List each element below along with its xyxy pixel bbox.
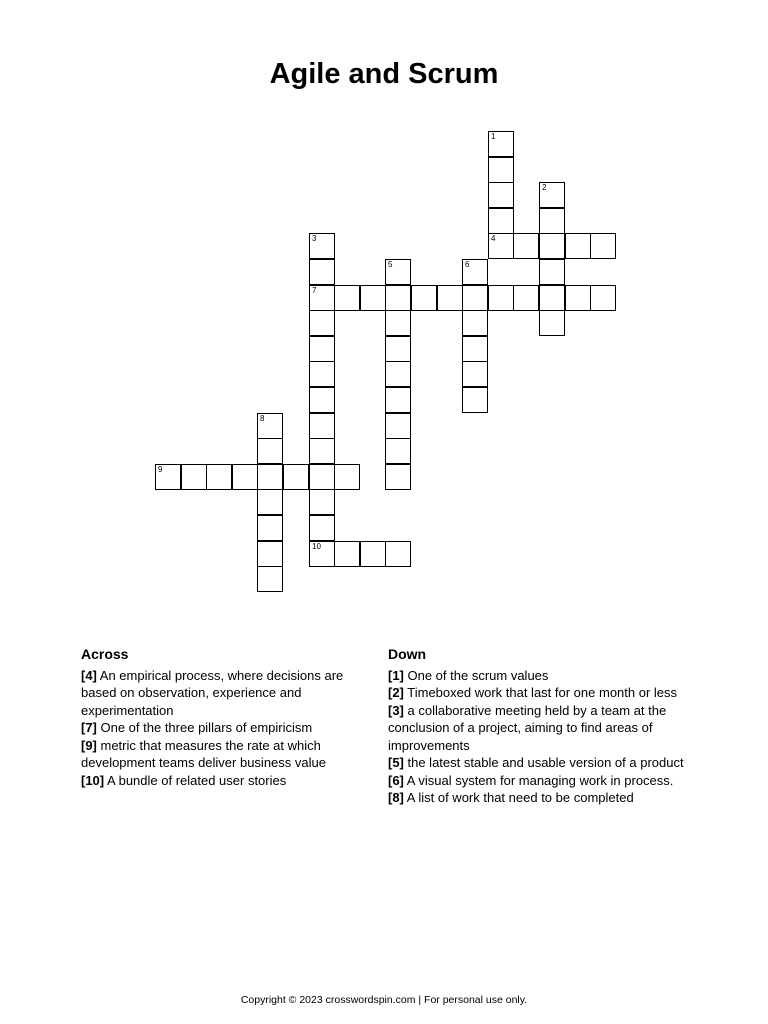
grid-cell[interactable] <box>462 310 488 336</box>
clue-item-text: A bundle of related user stories <box>104 772 287 788</box>
grid-cell[interactable] <box>309 361 335 387</box>
grid-cell[interactable] <box>360 541 386 567</box>
grid-cell[interactable] <box>385 438 411 464</box>
clue-item-number: [4] <box>81 667 97 683</box>
grid-cell[interactable] <box>257 413 283 439</box>
clue-item-text: A list of work that need to be completed <box>403 790 634 805</box>
grid-cell[interactable] <box>462 336 488 362</box>
across-heading: Across <box>81 646 129 662</box>
grid-cell[interactable] <box>462 285 488 311</box>
grid-cell[interactable] <box>257 541 283 567</box>
grid-cell[interactable] <box>385 285 411 311</box>
clue-item-text: An empirical process, where decisions are based on observation, experience and experimentation <box>81 667 344 718</box>
clue-item-text: the latest stable and usable version of a product <box>403 755 684 770</box>
grid-cell[interactable] <box>257 464 283 490</box>
clue-item <box>81 719 366 737</box>
grid-cell[interactable] <box>309 310 335 336</box>
clue-number: 2 <box>542 183 547 192</box>
grid-cell[interactable] <box>334 541 360 567</box>
grid-cell[interactable] <box>590 233 616 259</box>
clue-number: 8 <box>260 414 265 423</box>
clue-number: 7 <box>312 286 317 295</box>
clue-item <box>388 772 698 790</box>
grid-cell[interactable] <box>257 489 283 515</box>
grid-cell[interactable] <box>539 259 565 285</box>
grid-cell[interactable] <box>309 489 335 515</box>
clue-number: 10 <box>312 542 321 551</box>
grid-cell[interactable] <box>309 233 335 259</box>
grid-cell[interactable] <box>309 541 335 567</box>
grid-cell[interactable] <box>462 361 488 387</box>
grid-cell[interactable] <box>488 182 514 208</box>
grid-cell[interactable] <box>385 387 411 413</box>
clue-item-text: Timeboxed work that last for one month or less <box>403 685 678 700</box>
clue-item <box>81 737 366 772</box>
grid-cell[interactable] <box>309 387 335 413</box>
grid-cell[interactable] <box>565 233 591 259</box>
grid-cell[interactable] <box>257 438 283 464</box>
grid-cell[interactable] <box>462 387 488 413</box>
grid-cell[interactable] <box>565 285 591 311</box>
grid-cell[interactable] <box>488 285 514 311</box>
grid-cell[interactable] <box>309 259 335 285</box>
grid-cell[interactable] <box>206 464 232 490</box>
grid-cell[interactable] <box>309 336 335 362</box>
grid-cell[interactable] <box>385 541 411 567</box>
grid-cell[interactable] <box>539 233 565 259</box>
grid-cell[interactable] <box>385 464 411 490</box>
clue-number: 6 <box>465 260 470 269</box>
grid-cell[interactable] <box>437 285 463 311</box>
grid-cell[interactable] <box>513 233 539 259</box>
grid-cell[interactable] <box>181 464 207 490</box>
grid-cell[interactable] <box>488 131 514 157</box>
grid-cell[interactable] <box>539 285 565 311</box>
clue-item <box>388 684 698 702</box>
down-heading: Down <box>388 646 427 662</box>
clue-number: 3 <box>312 234 317 243</box>
clue-item-text: A visual system for managing work in process. <box>403 772 674 788</box>
clue-item-text: One of the three pillars of empiricism <box>96 720 313 735</box>
grid-cell[interactable] <box>232 464 258 490</box>
grid-cell[interactable] <box>590 285 616 311</box>
clue-item-number: [8] <box>388 790 404 805</box>
grid-cell[interactable] <box>539 182 565 208</box>
grid-cell[interactable] <box>385 413 411 439</box>
grid-cell[interactable] <box>488 233 514 259</box>
grid-cell[interactable] <box>539 310 565 336</box>
grid-cell[interactable] <box>309 438 335 464</box>
grid-cell[interactable] <box>539 208 565 234</box>
grid-cell[interactable] <box>385 310 411 336</box>
clue-item <box>81 667 366 720</box>
grid-cell[interactable] <box>334 285 360 311</box>
grid-cell[interactable] <box>257 515 283 541</box>
clue-item-number: [10] <box>81 772 105 788</box>
grid-cell[interactable] <box>462 259 488 285</box>
grid-cell[interactable] <box>309 285 335 311</box>
clue-item-number: [2] <box>388 685 404 700</box>
grid-cell[interactable] <box>309 464 335 490</box>
clue-number: 5 <box>388 260 393 269</box>
clue-item-number: [5] <box>388 755 404 770</box>
grid-cell[interactable] <box>257 566 283 592</box>
clue-item-text: a collaborative meeting held by a team at the conclusion of a project, aiming to find areas of improvements <box>388 702 667 753</box>
grid-cell[interactable] <box>385 259 411 285</box>
clue-item-number: [6] <box>388 772 404 788</box>
clue-number: 9 <box>158 465 163 474</box>
grid-cell[interactable] <box>155 464 181 490</box>
grid-cell[interactable] <box>385 361 411 387</box>
clue-item <box>388 702 698 755</box>
grid-cell[interactable] <box>411 285 437 311</box>
clue-item <box>388 754 698 772</box>
clue-item-text: One of the scrum values <box>403 667 549 683</box>
grid-cell[interactable] <box>334 464 360 490</box>
grid-cell[interactable] <box>488 157 514 183</box>
grid-cell[interactable] <box>360 285 386 311</box>
grid-cell[interactable] <box>309 515 335 541</box>
across-clues <box>81 646 366 789</box>
page-title: Agile and Scrum <box>269 58 499 90</box>
clue-item-number: [7] <box>81 720 97 735</box>
clue-item-number: [1] <box>388 667 404 683</box>
grid-cell[interactable] <box>385 336 411 362</box>
grid-cell[interactable] <box>309 413 335 439</box>
clue-number: 4 <box>491 234 496 243</box>
clue-item <box>388 789 698 807</box>
across-clue-list <box>81 667 366 790</box>
clue-item <box>81 772 366 790</box>
down-clue-list <box>388 667 698 807</box>
clue-number: 1 <box>491 132 496 141</box>
grid-cell[interactable] <box>283 464 309 490</box>
grid-cell[interactable] <box>513 285 539 311</box>
clue-item-number: [9] <box>81 737 97 753</box>
clue-item-text: metric that measures the rate at which development teams deliver business value <box>81 737 326 770</box>
copyright-footer: Copyright © 2023 crosswordspin.com | For personal use only. <box>240 994 528 1006</box>
down-clues <box>388 646 698 807</box>
clue-item-number: [3] <box>388 702 404 718</box>
clue-item <box>388 667 698 685</box>
grid-cell[interactable] <box>488 208 514 234</box>
